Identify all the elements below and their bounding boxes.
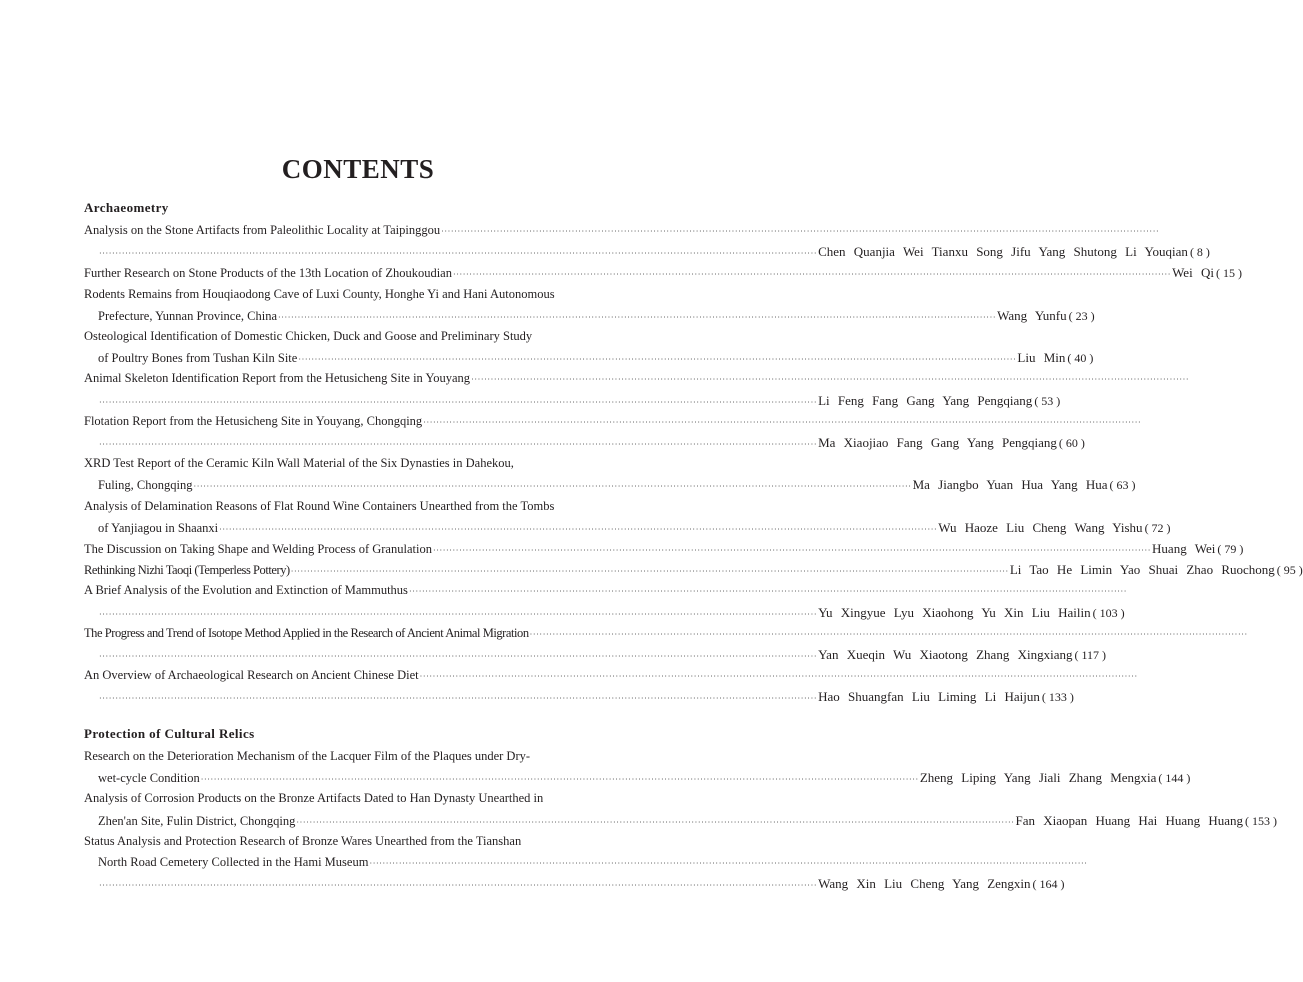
toc-entry-line bbox=[98, 517, 1171, 538]
toc-entry-line bbox=[98, 432, 1085, 453]
entry-title: Status Analysis and Protection Research of Bronze Wares Unearthed from the Tianshan bbox=[84, 834, 522, 848]
leader-dots: ···························································································································································································································· bbox=[408, 587, 1128, 596]
entry-authors: Yu Xingyue Lyu Xiaohong Yu Xin Liu Hailin bbox=[818, 605, 1091, 620]
entry-title: Osteological Identification of Domestic Chicken, Duck and Goose and Preliminary Study bbox=[84, 329, 533, 343]
leader-dots: ···························································································································································································································· bbox=[441, 227, 1160, 236]
entry-title: North Road Cemetery Collected in the Hami Museum bbox=[98, 855, 369, 869]
leader-dots: ···························································································································································································································· bbox=[99, 398, 818, 407]
toc-entry-line bbox=[98, 347, 1094, 368]
leader-dots: ···························································································································································································································· bbox=[278, 313, 997, 322]
entry-title: Further Research on Stone Products of the 13th Location of Zhoukoudian bbox=[84, 266, 452, 280]
entry-authors: Ma Xiaojiao Fang Gang Yang Pengqiang bbox=[818, 435, 1057, 450]
entry-title: An Overview of Archaeological Research on Ancient Chinese Diet bbox=[84, 668, 419, 682]
toc-entry-line bbox=[84, 262, 1242, 283]
entry-title: A Brief Analysis of the Evolution and Extinction of Mammuthus bbox=[84, 583, 408, 597]
section-heading: Protection of Cultural Relics bbox=[84, 726, 255, 741]
entry-title: XRD Test Report of the Ceramic Kiln Wall Material of the Six Dynasties in Dahekou, bbox=[84, 456, 514, 470]
leader-dots: ···························································································································································································································· bbox=[99, 694, 818, 703]
entry-authors: Chen Quanjia Wei Tianxu Song Jifu Yang Shutong Li Youqian bbox=[818, 244, 1188, 259]
entry-authors: Liu Min bbox=[1017, 350, 1066, 365]
toc-entry-line bbox=[98, 305, 1095, 326]
toc-entry-line bbox=[98, 474, 1136, 495]
entry-title: The Discussion on Taking Shape and Welding Process of Granulation bbox=[84, 542, 432, 556]
entry-page: ( 60 ) bbox=[1058, 436, 1085, 450]
page-title: CONTENTS bbox=[281, 154, 435, 184]
toc-entry-line bbox=[84, 788, 632, 809]
entry-title: wet-cycle Condition bbox=[98, 771, 200, 785]
entry-page: ( 79 ) bbox=[1217, 542, 1244, 556]
toc-entry-line bbox=[84, 746, 632, 767]
leader-dots: ···························································································································································································································· bbox=[432, 546, 1152, 555]
leader-dots: ···························································································································································································································· bbox=[99, 881, 818, 890]
entry-page: ( 164 ) bbox=[1032, 877, 1065, 891]
toc-entry-line bbox=[84, 453, 632, 474]
entry-page: ( 40 ) bbox=[1067, 351, 1094, 365]
entry-page: ( 95 ) bbox=[1276, 563, 1303, 577]
entry-authors: Wu Haoze Liu Cheng Wang Yishu bbox=[938, 520, 1143, 535]
entry-page: ( 117 ) bbox=[1074, 648, 1107, 662]
leader-dots: ···························································································································································································································· bbox=[529, 630, 1248, 639]
toc-entry-line bbox=[98, 686, 1074, 707]
toc-entry-line bbox=[84, 580, 1128, 601]
entry-authors: Wang Yunfu bbox=[997, 308, 1067, 323]
toc-entry-line bbox=[84, 284, 632, 305]
entry-title: Rethinking Nizhi Taoqi (Temperless Pottery) bbox=[84, 563, 290, 577]
toc-entry-line bbox=[84, 220, 1160, 241]
leader-dots: ···························································································································································································································· bbox=[219, 525, 938, 534]
entry-authors: Wei Qi bbox=[1172, 265, 1214, 280]
entry-title: of Poultry Bones from Tushan Kiln Site bbox=[98, 351, 298, 365]
toc-entry-line bbox=[84, 496, 632, 517]
entry-page: ( 23 ) bbox=[1068, 309, 1095, 323]
entry-authors: Yan Xueqin Wu Xiaotong Zhang Xingxiang bbox=[818, 647, 1073, 662]
toc-entry-line bbox=[98, 852, 1088, 873]
entry-page: ( 8 ) bbox=[1189, 245, 1210, 259]
toc-entry-line bbox=[98, 810, 1278, 831]
leader-dots: ···························································································································································································································· bbox=[471, 375, 1190, 384]
entry-page: ( 133 ) bbox=[1041, 690, 1074, 704]
toc-entry-line bbox=[84, 831, 632, 852]
toc-entry-line bbox=[84, 368, 1190, 389]
toc-entry-line bbox=[98, 602, 1125, 623]
leader-dots: ···························································································································································································································· bbox=[452, 270, 1172, 279]
entry-title: The Progress and Trend of Isotope Method Applied in the Research of Ancient Animal Migration bbox=[84, 626, 529, 640]
entry-title: Analysis of Corrosion Products on the Bronze Artifacts Dated to Han Dynasty Unearthed in bbox=[84, 791, 544, 805]
leader-dots: ···························································································································································································································· bbox=[99, 440, 818, 449]
toc-entry-line bbox=[84, 538, 1244, 559]
entry-title: Prefecture, Yunnan Province, China bbox=[98, 309, 277, 323]
entry-page: ( 153 ) bbox=[1245, 814, 1278, 828]
entry-page: ( 144 ) bbox=[1158, 771, 1191, 785]
entry-authors: Wang Xin Liu Cheng Yang Zengxin bbox=[818, 876, 1031, 891]
leader-dots: ···························································································································································································································· bbox=[296, 818, 1015, 827]
leader-dots: ···························································································································································································································· bbox=[290, 567, 1009, 576]
entry-title: Fuling, Chongqing bbox=[98, 478, 193, 492]
entry-title: Analysis on the Stone Artifacts from Paleolithic Locality at Taipinggou bbox=[84, 223, 441, 237]
entry-page: ( 63 ) bbox=[1109, 478, 1136, 492]
toc-entry-line bbox=[84, 665, 1138, 686]
leader-dots: ···························································································································································································································· bbox=[369, 859, 1088, 868]
toc-entry-line bbox=[98, 767, 1191, 788]
toc-entry-line bbox=[98, 644, 1107, 665]
leader-dots: ···························································································································································································································· bbox=[423, 418, 1142, 427]
leader-dots: ···························································································································································································································· bbox=[99, 652, 818, 661]
toc-entry-line bbox=[84, 623, 1248, 644]
entry-authors: Ma Jiangbo Yuan Hua Yang Hua bbox=[912, 477, 1108, 492]
entry-authors: Li Feng Fang Gang Yang Pengqiang bbox=[818, 393, 1033, 408]
entry-authors: Zheng Liping Yang Jiali Zhang Mengxia bbox=[919, 770, 1157, 785]
toc-entry-line bbox=[98, 873, 1065, 894]
leader-dots: ···························································································································································································································· bbox=[99, 249, 818, 258]
toc-entry-line bbox=[84, 326, 632, 347]
leader-dots: ···························································································································································································································· bbox=[419, 672, 1138, 681]
entry-title: Rodents Remains from Houqiaodong Cave of Luxi County, Honghe Yi and Hani Autonomous bbox=[84, 287, 555, 301]
entry-authors: Fan Xiaopan Huang Hai Huang Huang bbox=[1015, 813, 1244, 828]
section-heading: Archaeometry bbox=[84, 200, 169, 215]
entry-page: ( 53 ) bbox=[1034, 394, 1061, 408]
entry-title: Flotation Report from the Hetusicheng Site in Youyang, Chongqing bbox=[84, 414, 423, 428]
entry-title: Animal Skeleton Identification Report from the Hetusicheng Site in Youyang bbox=[84, 371, 471, 385]
leader-dots: ···························································································································································································································· bbox=[200, 775, 919, 784]
entry-authors: Huang Wei bbox=[1152, 541, 1216, 556]
toc-entry-line bbox=[98, 241, 1210, 262]
entry-title: Zhen'an Site, Fulin District, Chongqing bbox=[98, 814, 296, 828]
entry-page: ( 72 ) bbox=[1144, 521, 1171, 535]
entry-title: Research on the Deterioration Mechanism of the Lacquer Film of the Plaques under Dry- bbox=[84, 749, 531, 763]
toc-entry-line bbox=[98, 390, 1061, 411]
entry-title: Analysis of Delamination Reasons of Flat Round Wine Containers Unearthed from the Tombs bbox=[84, 499, 555, 513]
entry-authors: Li Tao He Limin Yao Shuai Zhao Ruochong bbox=[1009, 562, 1275, 577]
entry-authors: Hao Shuangfan Liu Liming Li Haijun bbox=[818, 689, 1040, 704]
leader-dots: ···························································································································································································································· bbox=[99, 610, 818, 619]
toc-entry-line bbox=[84, 411, 1142, 432]
entry-page: ( 15 ) bbox=[1215, 266, 1242, 280]
entry-title: of Yanjiagou in Shaanxi bbox=[98, 521, 219, 535]
toc-entry-line bbox=[84, 559, 1303, 580]
leader-dots: ···························································································································································································································· bbox=[298, 355, 1017, 364]
leader-dots: ···························································································································································································································· bbox=[193, 482, 912, 491]
entry-page: ( 103 ) bbox=[1092, 606, 1125, 620]
